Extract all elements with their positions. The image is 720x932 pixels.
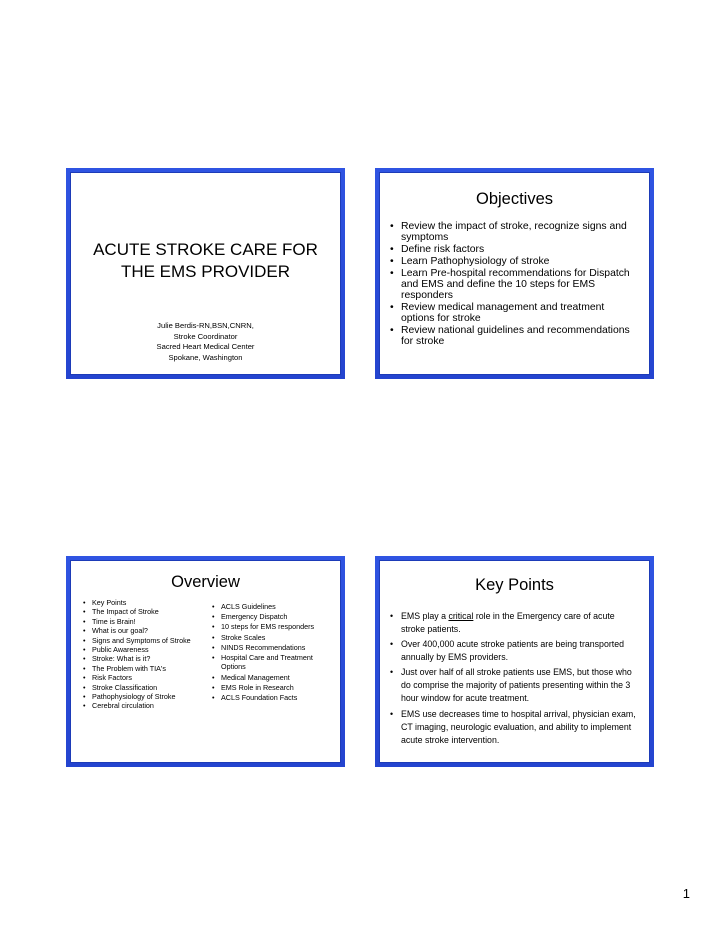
emphasis-critical: critical: [448, 611, 474, 621]
slide-heading: Key Points: [475, 576, 554, 594]
list-item: • Medical Management: [210, 673, 330, 682]
slide-frame: [70, 172, 341, 375]
list-item: • Stroke Classification: [81, 683, 216, 692]
author-role: Stroke Coordinator: [173, 331, 238, 341]
list-item: • Just over half of all stroke patients use EMS, but those who do comprise the majority of patients presenting within the 3 hour window for acute treatment.: [388, 666, 638, 705]
slide-frame: [379, 172, 650, 375]
list-item: • Define risk factors: [388, 244, 632, 255]
author-location: Spokane, Washington: [168, 352, 243, 362]
overview-list-right: [210, 602, 330, 703]
list-item: • Risk Factors: [81, 673, 216, 682]
text-run: EMS play a: [401, 611, 449, 621]
author-name: Julie Berdis-RN,BSN,CNRN,: [157, 321, 254, 330]
list-item: • Learn Pre-hospital recommendations for Dispatch and EMS and define the 10 steps for EMS responders: [388, 268, 632, 301]
list-item: • Stroke Scales: [210, 633, 330, 642]
overview-list-left: [81, 598, 216, 711]
slide-heading: Objectives: [475, 190, 554, 208]
slide-objectives: [375, 168, 654, 379]
list-item: • NINDS Recommendations: [210, 643, 330, 652]
list-item: • Time is Brain!: [81, 617, 216, 626]
list-item: • Cerebral circulation: [81, 701, 216, 710]
author-block: [71, 321, 340, 363]
list-item: • Hospital Care and Treatment Options: [210, 653, 330, 672]
list-item: • Key Points: [81, 598, 216, 607]
list-item: • Signs and Symptoms of Stroke: [81, 636, 216, 645]
list-item: • Review national guidelines and recommendations for stroke: [388, 325, 632, 347]
list-item: • 10 steps for EMS responders: [210, 622, 330, 631]
list-item: • Emergency Dispatch: [210, 612, 330, 621]
objectives-list: [388, 221, 632, 348]
slide-frame: [70, 560, 341, 763]
list-item: • Learn Pathophysiology of stroke: [388, 256, 632, 267]
page-number: 1: [682, 886, 690, 901]
slide-title-card: [66, 168, 345, 379]
list-item: • Over 400,000 acute stroke patients are being transported annually by EMS providers.: [388, 638, 638, 664]
list-item: • What is our goal?: [81, 626, 216, 635]
list-item: • Review medical management and treatment options for stroke: [388, 302, 632, 324]
list-item: [388, 610, 638, 636]
text-run: role in the Emergency care of acute stroke patients.: [401, 611, 615, 634]
list-item: • ACLS Guidelines: [210, 602, 330, 611]
list-item: • ACLS Foundation Facts: [210, 693, 330, 702]
list-item: • Stroke: What is it?: [81, 654, 216, 663]
list-item: • Public Awareness: [81, 645, 216, 654]
list-item: • EMS Role in Research: [210, 683, 330, 692]
slide-frame: [379, 560, 650, 763]
list-item: • Review the impact of stroke, recognize signs and symptoms: [388, 221, 632, 243]
author-organization: Sacred Heart Medical Center: [156, 342, 255, 352]
slide-overview: [66, 556, 345, 767]
key-points-list: [388, 610, 638, 749]
presentation-title: ACUTE STROKE CARE FOR THE EMS PROVIDER: [93, 240, 318, 281]
list-item: • The Problem with TIA's: [81, 664, 216, 673]
list-item: • The Impact of Stroke: [81, 607, 216, 616]
slide-heading: Overview: [171, 573, 240, 591]
slide-key-points: [375, 556, 654, 767]
list-item: • Pathophysiology of Stroke: [81, 692, 216, 701]
list-item: • EMS use decreases time to hospital arrival, physician exam, CT imaging, neurologic evaluation, and ability to implement acute stroke intervention.: [388, 708, 638, 747]
